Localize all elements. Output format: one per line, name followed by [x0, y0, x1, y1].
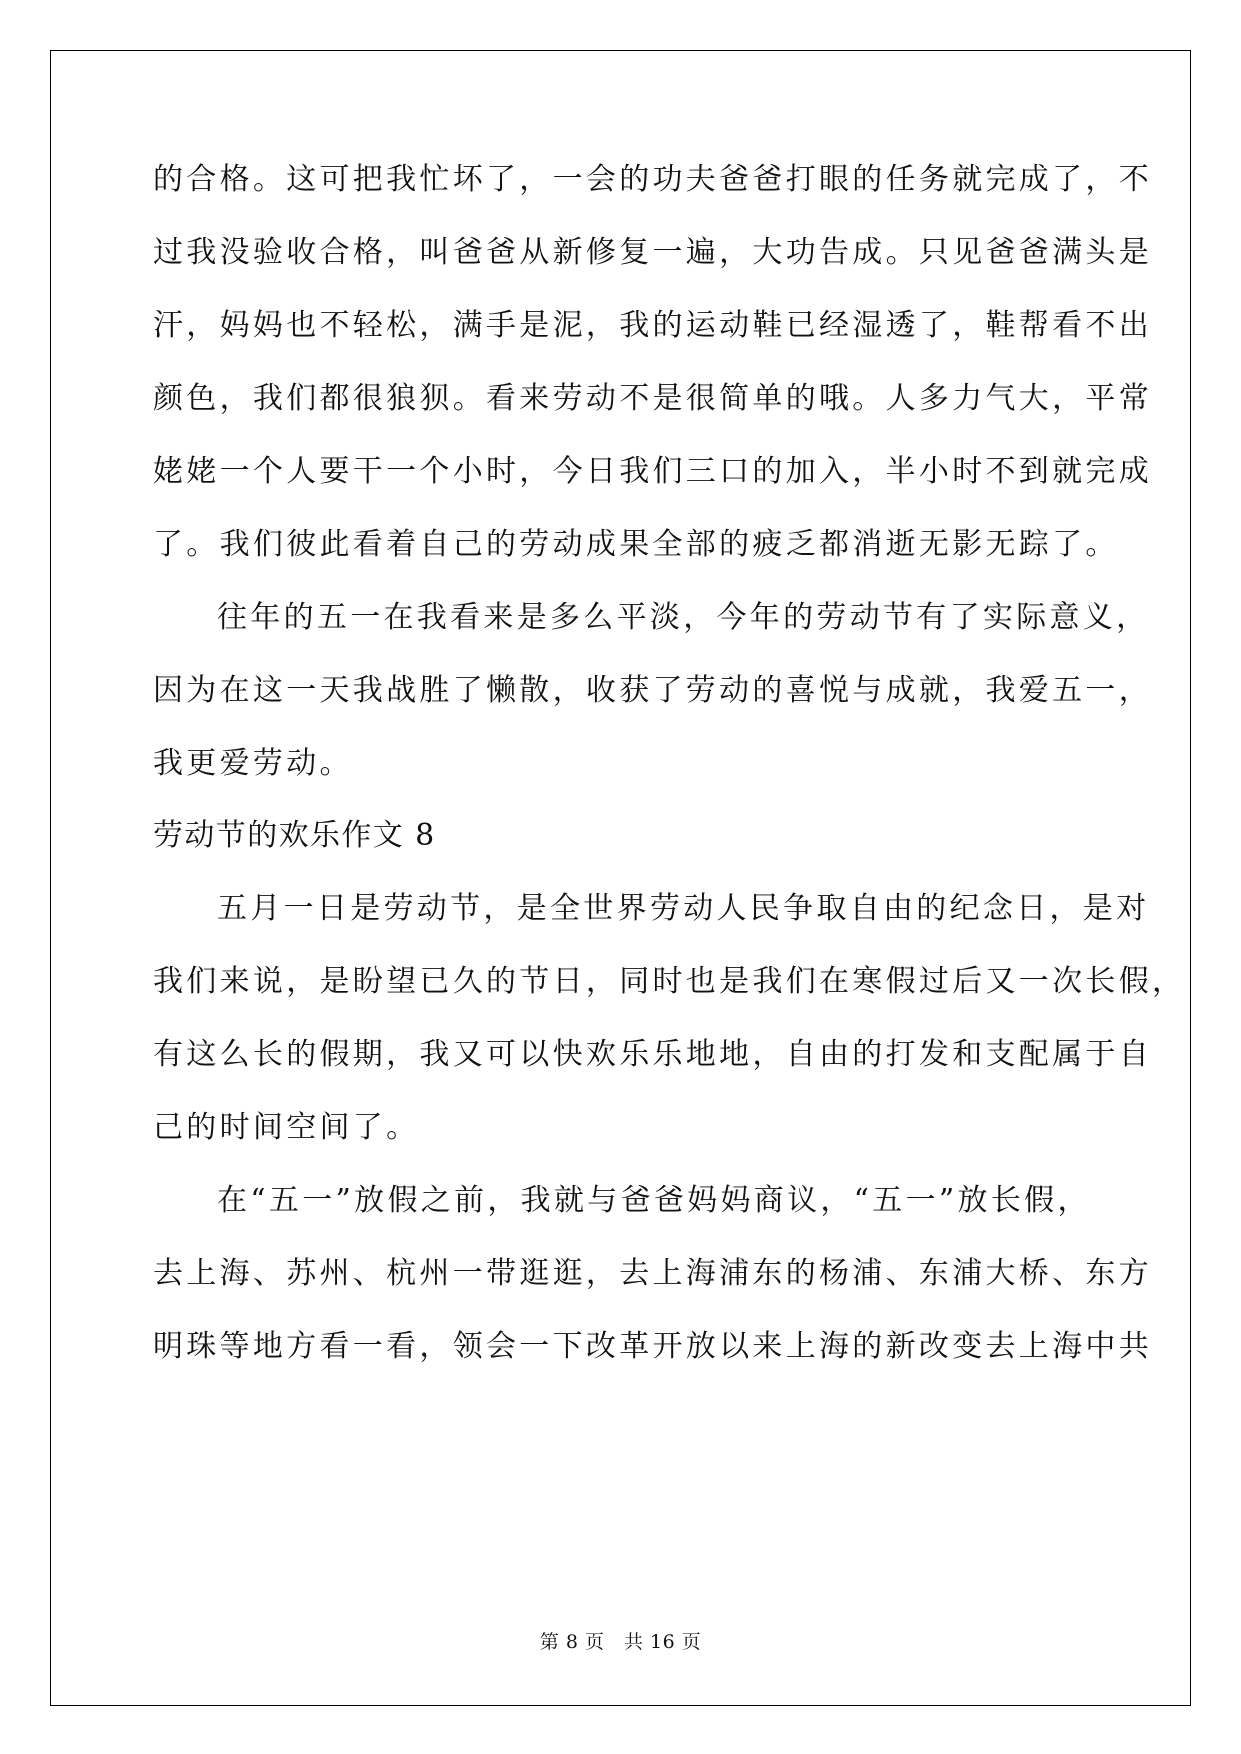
text-line: 过我没验收合格，叫爸爸从新修复一遍，大功告成。只见爸爸满头是 [153, 235, 1152, 270]
page-number-footer: 第 8 页 共 16 页 [539, 1631, 702, 1653]
text-line: 我们来说，是盼望已久的节日，同时也是我们在寒假过后又一次长假， [153, 964, 1186, 999]
text-line: 明珠等地方看一看，领会一下改革开放以来上海的新改变去上海中共 [153, 1329, 1152, 1364]
text-line: 了。我们彼此看着自己的劳动成果全部的疲乏都消逝无影无踪了。 [153, 527, 1119, 562]
section-heading: 劳动节的欢乐作文 8 [153, 818, 436, 853]
text-line: 我更爱劳动。 [153, 746, 353, 781]
text-line: 的合格。这可把我忙坏了，一会的功夫爸爸打眼的任务就完成了，不 [153, 162, 1152, 197]
text-line: 因为在这一天我战胜了懒散，收获了劳动的喜悦与成就，我爱五一， [153, 673, 1152, 708]
text-line: 姥姥一个人要干一个小时，今日我们三口的加入，半小时不到就完成 [153, 454, 1152, 489]
paragraph-first-line: 往年的五一在我看来是多么平淡，今年的劳动节有了实际意义， [217, 600, 1150, 635]
text-line: 有这么长的假期，我又可以快欢乐乐地地，自由的打发和支配属于自 [153, 1037, 1152, 1072]
paragraph-first-line: 五月一日是劳动节，是全世界劳动人民争取自由的纪念日，是对 [217, 891, 1150, 926]
page-border [50, 50, 1191, 1706]
text-line: 汗，妈妈也不轻松，满手是泥，我的运动鞋已经湿透了，鞋帮看不出 [153, 308, 1152, 343]
text-line: 颜色，我们都很狼狈。看来劳动不是很简单的哦。人多力气大，平常 [153, 381, 1152, 416]
text-line: 去上海、苏州、杭州一带逛逛，去上海浦东的杨浦、东浦大桥、东方 [153, 1256, 1152, 1291]
text-line: 己的时间空间了。 [153, 1110, 420, 1145]
paragraph-first-line: 在“五一”放假之前，我就与爸爸妈妈商议，“五一”放长假， [217, 1183, 1091, 1218]
